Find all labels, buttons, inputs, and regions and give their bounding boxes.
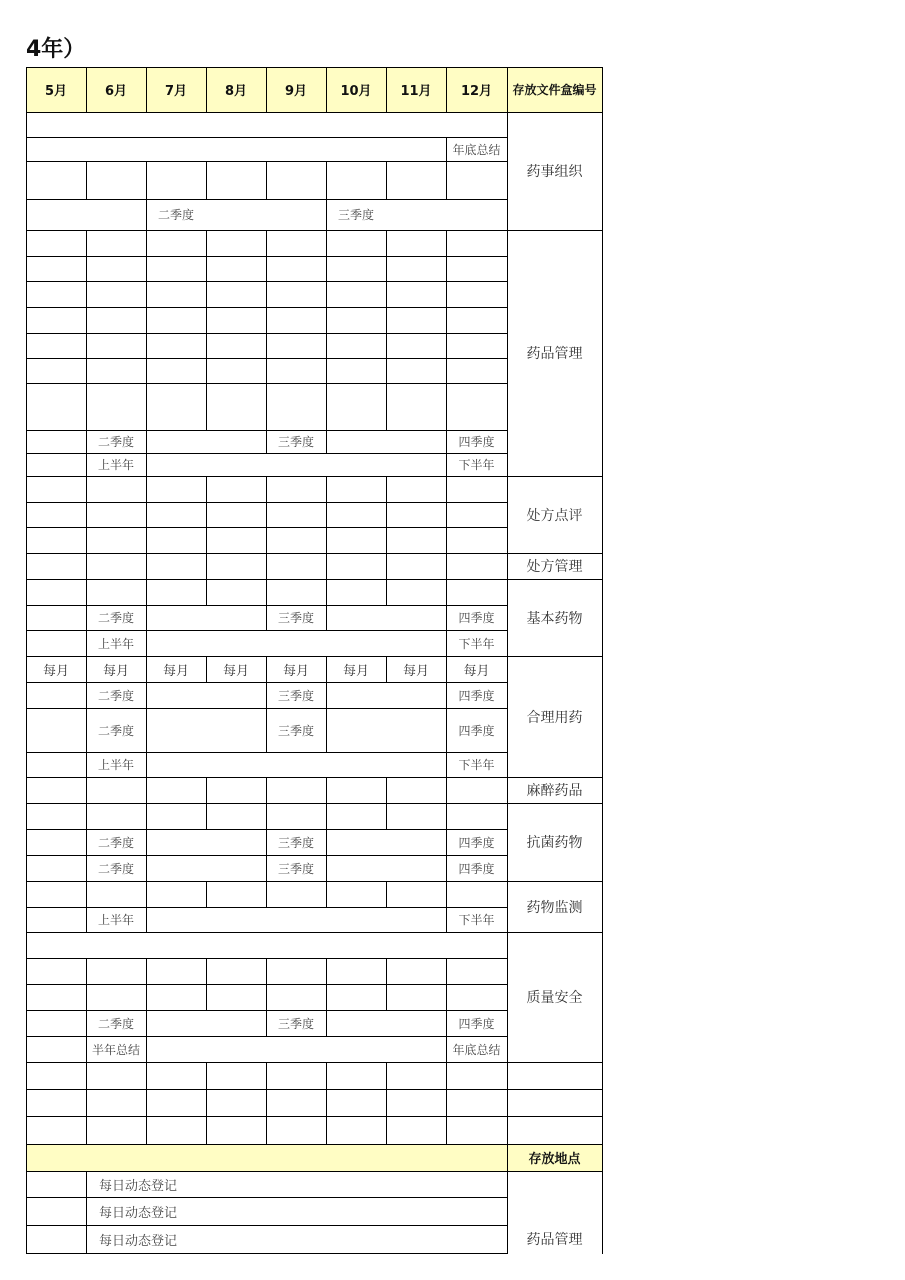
grid-line xyxy=(326,230,327,431)
every-month-label: 每月 xyxy=(162,663,189,679)
grid-line xyxy=(326,829,327,882)
grid-line xyxy=(386,67,387,113)
grid-line xyxy=(266,777,267,830)
grid-line xyxy=(326,161,327,200)
quarter-label: 二季度 xyxy=(97,435,134,449)
grid-line xyxy=(206,777,207,830)
grid-line xyxy=(26,1253,508,1254)
grid-line xyxy=(266,958,267,1011)
month-header: 10月 xyxy=(326,67,386,112)
grid-line xyxy=(386,161,387,200)
grid-line xyxy=(146,777,147,830)
grid-line xyxy=(602,67,603,1254)
every-month-label: 每月 xyxy=(342,663,369,679)
location-header: 存放地点 xyxy=(507,1144,602,1171)
month-header: 9月 xyxy=(266,67,326,112)
grid-line xyxy=(26,1062,603,1063)
grid-line xyxy=(86,777,87,830)
quarter-label: 二季度 xyxy=(97,688,134,703)
grid-line xyxy=(446,161,447,200)
category-antibacterial: 抗菌药物 xyxy=(526,835,583,851)
category-rx-review: 处方点评 xyxy=(526,507,583,524)
category-rx-management: 处方管理 xyxy=(526,559,583,575)
grid-line xyxy=(386,958,387,1011)
grid-line xyxy=(26,1116,603,1117)
category-monitoring: 药物监测 xyxy=(526,899,583,916)
grid-line xyxy=(146,67,147,113)
grid-line xyxy=(26,256,508,257)
location-drug-management: 药品管理 xyxy=(526,1232,583,1248)
every-month-label: 每月 xyxy=(222,663,249,679)
half-year-label: 上半年 xyxy=(97,458,134,472)
half-year-summary: 半年总结 xyxy=(91,1042,140,1057)
quarter-label: 二季度 xyxy=(97,861,134,876)
every-month-label: 每月 xyxy=(402,663,429,679)
grid-line xyxy=(146,453,147,477)
quarter-label: 四季度 xyxy=(458,611,495,625)
grid-line xyxy=(446,958,447,1011)
quarter-label: 三季度 xyxy=(277,861,314,876)
grid-line xyxy=(26,1144,603,1145)
grid-line xyxy=(446,777,447,830)
daily-log-entry: 每日动态登记 xyxy=(99,1178,178,1194)
quarter-label: 四季度 xyxy=(458,835,495,850)
grid-line xyxy=(26,137,508,138)
grid-line xyxy=(446,1062,447,1145)
category-narcotic: 麻醉药品 xyxy=(526,783,583,799)
grid-line xyxy=(26,307,508,308)
grid-line xyxy=(206,1062,207,1145)
grid-line xyxy=(386,230,387,431)
grid-line xyxy=(146,958,147,1011)
grid-line xyxy=(26,383,508,384)
month-header: 12月 xyxy=(446,67,507,112)
grid-line xyxy=(26,358,508,359)
box-number-header: 存放文件盒编号 xyxy=(507,67,602,112)
grid-line xyxy=(386,881,387,908)
grid-line xyxy=(206,67,207,113)
grid-line xyxy=(266,67,267,113)
grid-line xyxy=(326,605,327,631)
grid-line xyxy=(446,67,447,113)
grid-line xyxy=(26,67,603,68)
grid-line xyxy=(266,161,267,200)
grid-line xyxy=(146,829,147,882)
quarter-label: 四季度 xyxy=(458,1016,495,1031)
grid-line xyxy=(26,502,508,503)
grid-line xyxy=(86,881,87,908)
grid-line xyxy=(326,777,327,830)
grid-line xyxy=(86,161,87,200)
grid-line xyxy=(326,430,327,454)
grid-line xyxy=(326,1010,327,1037)
every-month-label: 每月 xyxy=(102,663,129,679)
grid-line xyxy=(146,1062,147,1145)
quarter-label: 三季度 xyxy=(277,688,314,703)
grid-line xyxy=(446,230,447,431)
grid-line xyxy=(146,161,147,200)
grid-line xyxy=(86,1062,87,1145)
month-header: 6月 xyxy=(86,67,146,112)
quarter-label: 三季度 xyxy=(277,723,314,738)
grid-line xyxy=(386,1062,387,1145)
grid-line xyxy=(26,161,508,162)
grid-line xyxy=(206,476,207,606)
grid-line xyxy=(146,881,147,908)
month-header: 11月 xyxy=(386,67,446,112)
half-year-label: 上半年 xyxy=(97,758,134,772)
month-header: 7月 xyxy=(146,67,206,112)
quarter-label: 三季度 xyxy=(277,835,314,850)
grid-line xyxy=(326,67,327,113)
grid-line xyxy=(266,1062,267,1145)
grid-line xyxy=(26,984,508,985)
quarter-label: 二季度 xyxy=(97,723,134,738)
daily-log-entry: 每日动态登记 xyxy=(99,1233,178,1249)
category-rational-use: 合理用药 xyxy=(526,709,583,726)
grid-line xyxy=(326,881,327,908)
quarter-label: 四季度 xyxy=(458,861,495,876)
grid-line xyxy=(146,230,147,431)
grid-line xyxy=(26,333,508,334)
quarter-label: 二季度 xyxy=(157,208,194,222)
quarter-label: 二季度 xyxy=(97,611,134,625)
grid-line xyxy=(446,881,447,908)
grid-line xyxy=(206,881,207,908)
grid-line xyxy=(266,476,267,606)
grid-line xyxy=(146,430,147,454)
month-header: 5月 xyxy=(26,67,86,112)
grid-line xyxy=(86,67,87,113)
grid-line xyxy=(146,682,147,778)
grid-line xyxy=(386,476,387,606)
grid-line xyxy=(86,958,87,1011)
grid-line xyxy=(86,476,87,606)
grid-line xyxy=(326,1062,327,1145)
grid-line xyxy=(26,958,508,959)
half-year-label: 下半年 xyxy=(458,458,495,472)
quarter-label: 三季度 xyxy=(277,1016,314,1031)
grid-line xyxy=(146,476,147,606)
grid-line xyxy=(146,605,147,657)
category-essential-drugs: 基本药物 xyxy=(526,610,583,627)
grid-line xyxy=(146,907,147,933)
grid-line xyxy=(326,476,327,606)
grid-line xyxy=(206,958,207,1011)
grid-line xyxy=(386,777,387,830)
half-year-label: 下半年 xyxy=(458,636,495,651)
grid-line xyxy=(206,230,207,431)
grid-line xyxy=(266,881,267,908)
grid-line xyxy=(206,161,207,200)
grid-line xyxy=(326,682,327,753)
year-end-summary: 年底总结 xyxy=(452,1042,501,1057)
category-drug-management: 药品管理 xyxy=(526,346,583,362)
half-year-label: 上半年 xyxy=(97,913,134,927)
quarter-label: 二季度 xyxy=(97,835,134,850)
half-year-label: 上半年 xyxy=(97,636,134,651)
every-month-label: 每月 xyxy=(42,663,69,679)
quarter-label: 三季度 xyxy=(277,611,314,625)
daily-log-entry: 每日动态登记 xyxy=(99,1205,178,1221)
half-year-label: 下半年 xyxy=(458,913,495,927)
grid-line xyxy=(446,476,447,606)
quarter-label: 二季度 xyxy=(97,1016,134,1031)
page-title: 4年） xyxy=(26,37,86,62)
grid-line xyxy=(26,199,508,200)
every-month-label: 每月 xyxy=(463,663,490,679)
quarter-label: 四季度 xyxy=(458,688,495,703)
month-header: 8月 xyxy=(206,67,266,112)
year-end-summary: 年底总结 xyxy=(452,142,501,157)
grid-line xyxy=(26,281,508,282)
quarter-label: 三季度 xyxy=(277,435,314,449)
every-month-label: 每月 xyxy=(282,663,309,679)
half-year-label: 下半年 xyxy=(458,758,495,772)
category-quality-safety: 质量安全 xyxy=(526,990,583,1006)
quarter-label: 三季度 xyxy=(337,208,374,222)
grid-line xyxy=(26,1089,603,1090)
category-org: 药事组织 xyxy=(526,164,583,180)
grid-line xyxy=(146,1010,147,1063)
quarter-label: 四季度 xyxy=(458,435,495,449)
grid-line xyxy=(86,230,87,431)
grid-line xyxy=(326,958,327,1011)
grid-line xyxy=(26,527,508,528)
quarter-label: 四季度 xyxy=(458,723,495,738)
grid-line xyxy=(266,230,267,431)
